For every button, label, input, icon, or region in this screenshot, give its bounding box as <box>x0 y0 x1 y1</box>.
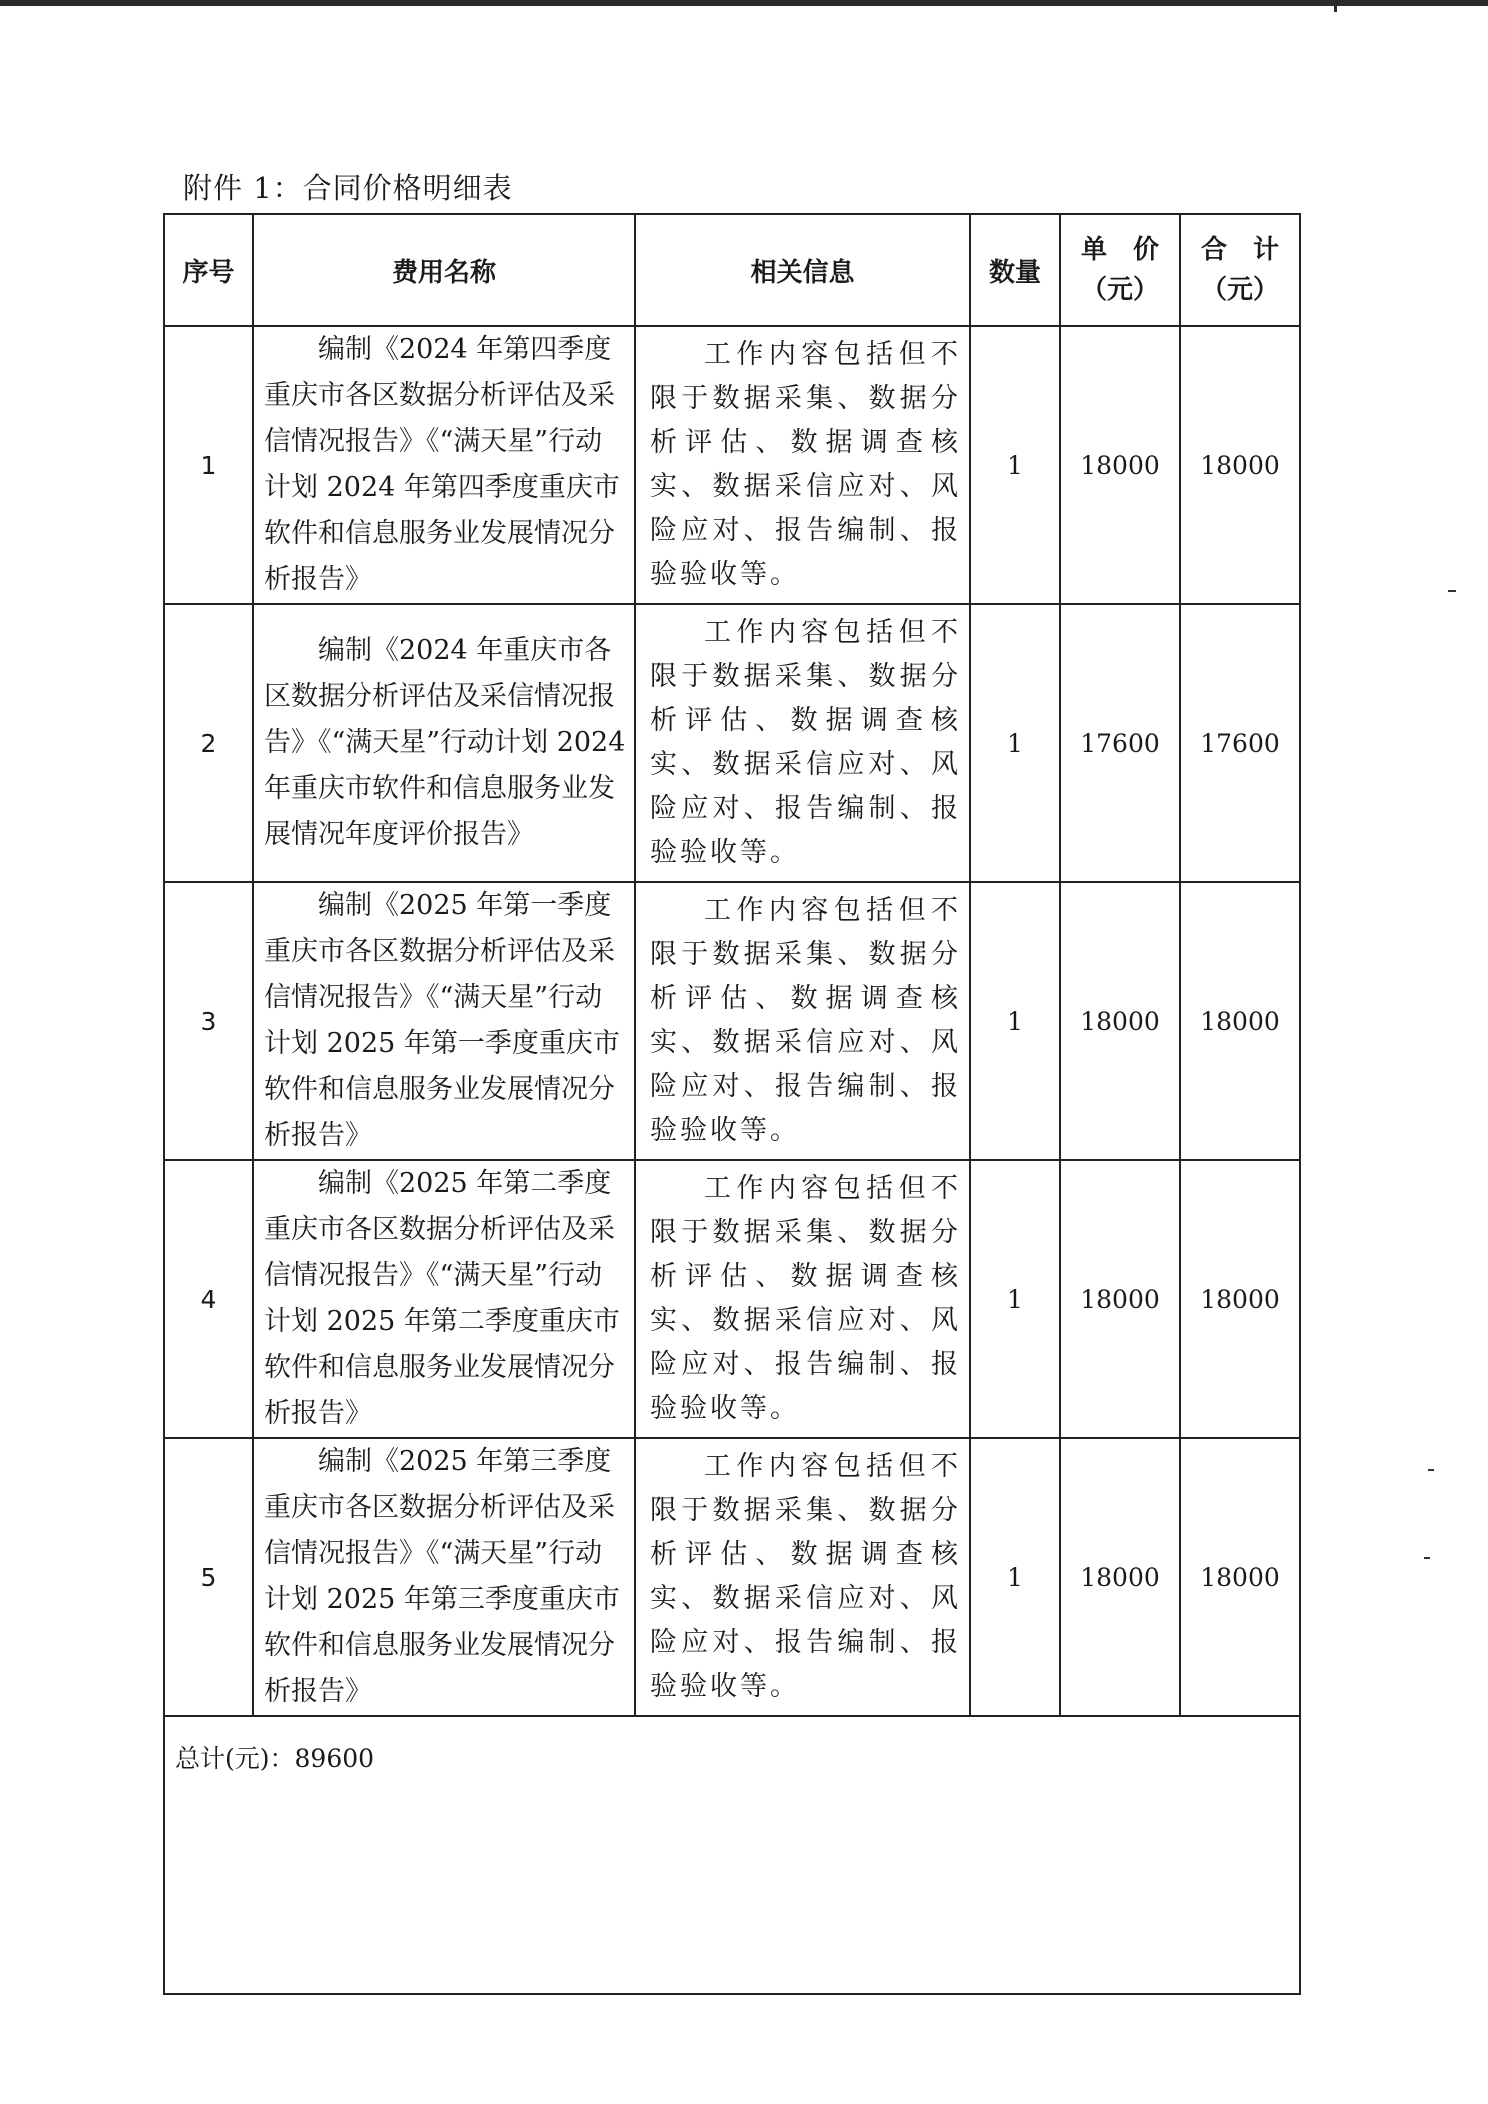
row-no: 5 <box>164 1438 253 1716</box>
row-name: 编制《2024 年第四季度重庆市各区数据分析评估及采信情况报告》《“满天星”行动计划 2024 年第四季度重庆市软件和信息服务业发展情况分析报告》 <box>253 326 635 604</box>
table-row <box>164 326 1300 604</box>
header-unit-price <box>1060 214 1180 326</box>
row-unit-price: 18000 <box>1060 326 1180 604</box>
row-qty: 1 <box>970 604 1060 882</box>
row-no: 4 <box>164 1160 253 1438</box>
header-total-line2: （元） <box>1200 275 1279 305</box>
header-unit-price-line2: （元） <box>1080 275 1159 305</box>
row-unit-price: 18000 <box>1060 1160 1180 1438</box>
row-info: 工作内容包括但不限于数据采集、数据分析评估、数据调查核实、数据采信应对、风险应对、报告编制、报验验收等。 <box>635 1438 970 1716</box>
row-name: 编制《2025 年第三季度重庆市各区数据分析评估及采信情况报告》《“满天星”行动计划 2025 年第三季度重庆市软件和信息服务业发展情况分析报告》 <box>253 1438 635 1716</box>
header-name: 费用名称 <box>253 214 635 326</box>
row-total: 18000 <box>1180 882 1300 1160</box>
header-unit-price-line1: 单 价 <box>1080 235 1159 265</box>
row-name: 编制《2024 年重庆市各区数据分析评估及采信情况报告》《“满天星”行动计划 2024 年重庆市软件和信息服务业发展情况年度评价报告》 <box>253 604 635 882</box>
row-name: 编制《2025 年第二季度重庆市各区数据分析评估及采信情况报告》《“满天星”行动计划 2025 年第二季度重庆市软件和信息服务业发展情况分析报告》 <box>253 1160 635 1438</box>
row-total: 18000 <box>1180 1160 1300 1438</box>
header-info: 相关信息 <box>635 214 970 326</box>
header-total <box>1180 214 1300 326</box>
row-qty: 1 <box>970 1438 1060 1716</box>
row-info: 工作内容包括但不限于数据采集、数据分析评估、数据调查核实、数据采信应对、风险应对、报告编制、报验验收等。 <box>635 604 970 882</box>
table-row <box>164 1160 1300 1438</box>
row-total: 18000 <box>1180 1438 1300 1716</box>
grand-total: 总计(元)：89600 <box>164 1716 1300 1994</box>
scan-speck <box>1428 1469 1434 1471</box>
table-row <box>164 882 1300 1160</box>
row-no: 1 <box>164 326 253 604</box>
table-row <box>164 1438 1300 1716</box>
header-qty: 数量 <box>970 214 1060 326</box>
scan-edge-mark <box>1334 0 1337 12</box>
row-name: 编制《2025 年第一季度重庆市各区数据分析评估及采信情况报告》《“满天星”行动计划 2025 年第一季度重庆市软件和信息服务业发展情况分析报告》 <box>253 882 635 1160</box>
row-no: 3 <box>164 882 253 1160</box>
row-total: 18000 <box>1180 326 1300 604</box>
page-title: 附件 1：合同价格明细表 <box>183 171 513 205</box>
row-total: 17600 <box>1180 604 1300 882</box>
row-qty: 1 <box>970 882 1060 1160</box>
row-qty: 1 <box>970 1160 1060 1438</box>
table-header-row <box>164 214 1300 326</box>
scan-speck <box>1424 1557 1430 1559</box>
scan-top-edge <box>0 0 1488 6</box>
row-unit-price: 18000 <box>1060 882 1180 1160</box>
row-info: 工作内容包括但不限于数据采集、数据分析评估、数据调查核实、数据采信应对、风险应对、报告编制、报验验收等。 <box>635 326 970 604</box>
row-no: 2 <box>164 604 253 882</box>
header-no: 序号 <box>164 214 253 326</box>
row-info: 工作内容包括但不限于数据采集、数据分析评估、数据调查核实、数据采信应对、风险应对、报告编制、报验验收等。 <box>635 882 970 1160</box>
table-row <box>164 604 1300 882</box>
scan-speck <box>1448 590 1456 592</box>
header-total-line1: 合 计 <box>1200 235 1279 265</box>
price-detail-table <box>163 213 1301 1995</box>
row-qty: 1 <box>970 326 1060 604</box>
row-info: 工作内容包括但不限于数据采集、数据分析评估、数据调查核实、数据采信应对、风险应对、报告编制、报验验收等。 <box>635 1160 970 1438</box>
grand-total-row <box>164 1716 1300 1994</box>
row-unit-price: 18000 <box>1060 1438 1180 1716</box>
row-unit-price: 17600 <box>1060 604 1180 882</box>
